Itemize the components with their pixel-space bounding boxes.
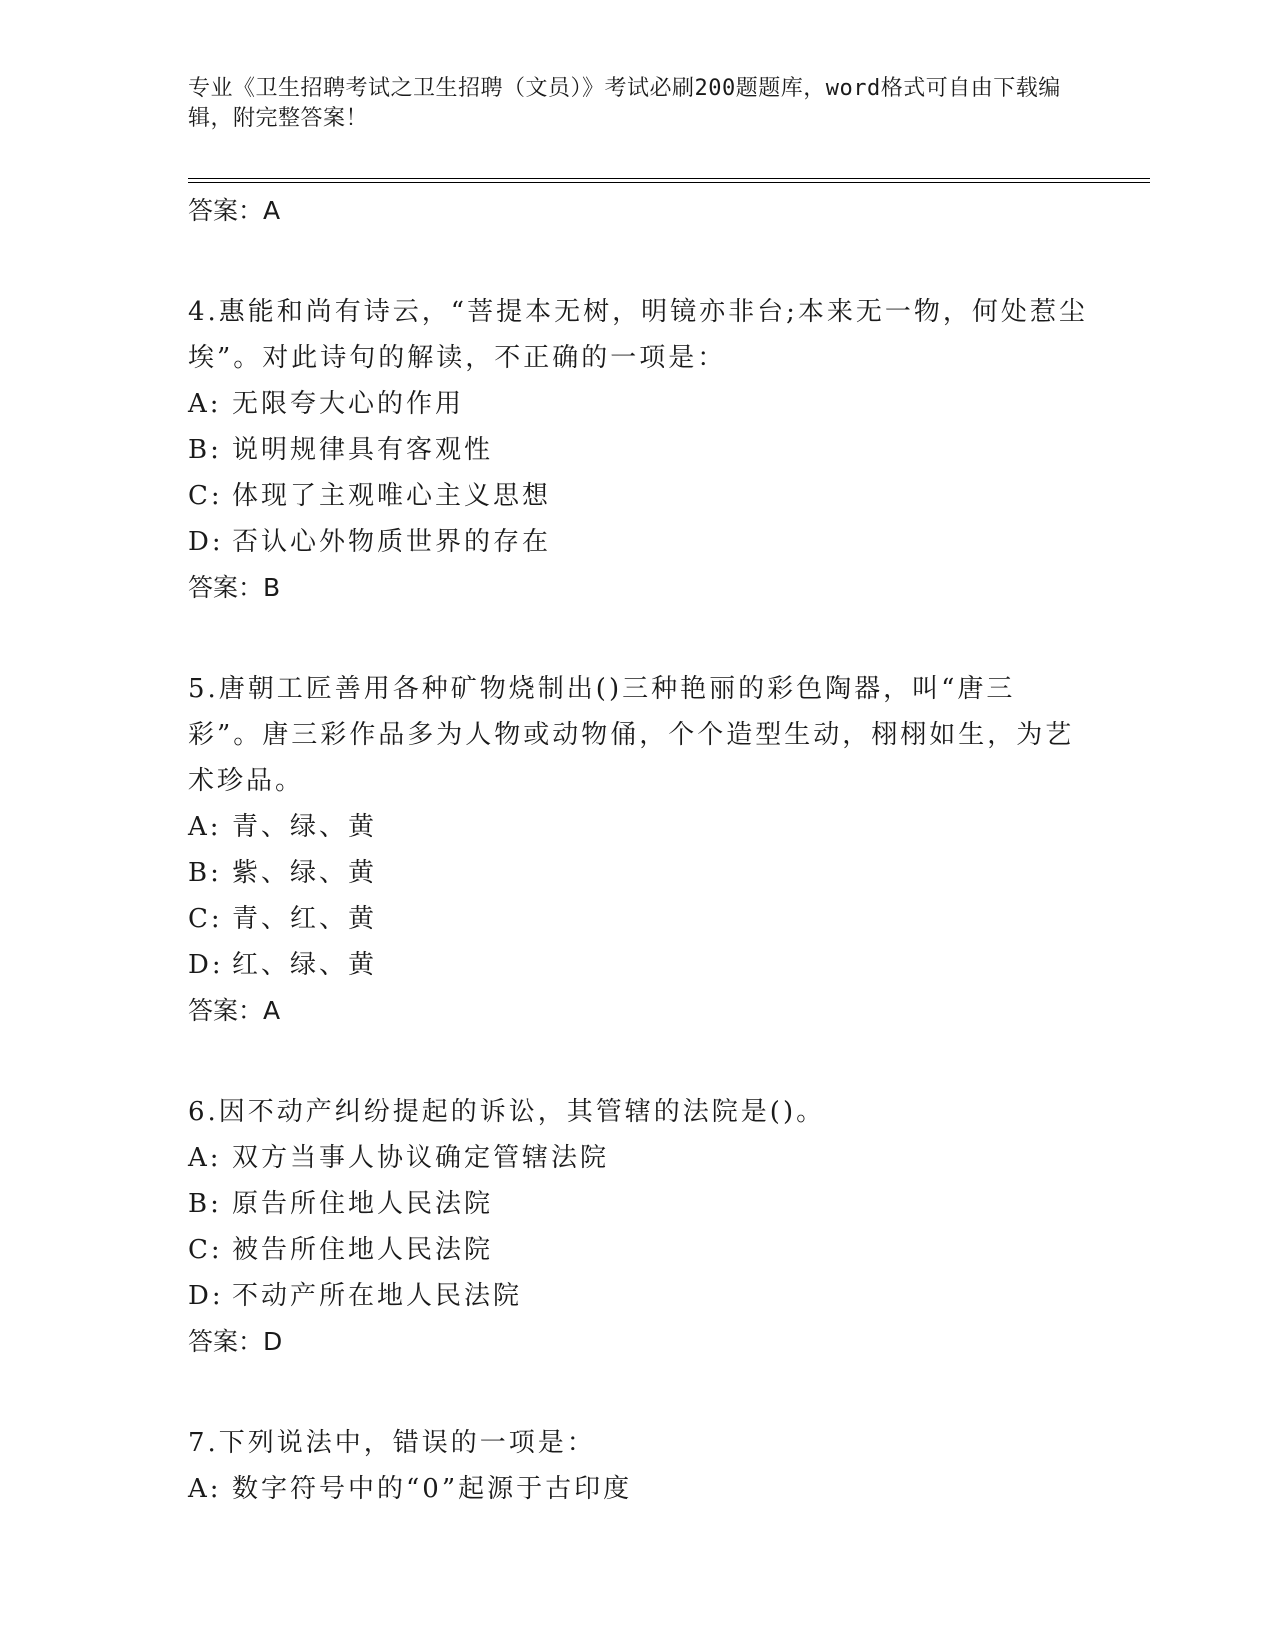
question-6 xyxy=(188,1089,1088,1365)
option-a xyxy=(188,1466,1088,1512)
answer-line: 答案：B xyxy=(188,573,281,602)
option-text: 红、绿、黄 xyxy=(232,950,378,980)
option-letter: A: xyxy=(188,1474,222,1504)
option-text: 否认心外物质世界的存在 xyxy=(232,527,552,557)
option-letter: A: xyxy=(188,389,222,419)
option-a xyxy=(188,804,1088,850)
option-a xyxy=(188,381,1088,427)
question-text: 7.下列说法中，错误的一项是： xyxy=(188,1428,596,1458)
option-letter: D: xyxy=(188,1281,224,1311)
option-letter: D: xyxy=(188,950,224,980)
option-text: 紫、绿、黄 xyxy=(232,858,378,888)
question-4 xyxy=(188,289,1088,611)
question-text: 5.唐朝工匠善用各种矿物烧制出()三种艳丽的彩色陶器，叫“唐三彩”。唐三彩作品多为人物或动物俑，个个造型生动，栩栩如生，为艺术珍品。 xyxy=(188,674,1075,796)
option-b xyxy=(188,850,1088,896)
answer-line: 答案：D xyxy=(188,1327,283,1356)
question-text: 6.因不动产纠纷提起的诉讼，其管辖的法院是()。 xyxy=(188,1097,826,1127)
option-b xyxy=(188,427,1088,473)
question-text: 4.惠能和尚有诗云，“菩提本无树，明镜亦非台;本来无一物，何处惹尘埃”。对此诗句的解读，不正确的一项是： xyxy=(188,297,1088,373)
option-text: 数字符号中的“0”起源于古印度 xyxy=(232,1474,633,1504)
option-letter: A: xyxy=(188,812,222,842)
option-letter: B: xyxy=(188,435,222,465)
option-text: 体现了主观唯心主义思想 xyxy=(232,481,552,511)
option-letter: A: xyxy=(188,1143,222,1173)
answer-line: 答案：A xyxy=(188,196,281,225)
question-5 xyxy=(188,666,1088,1034)
option-d xyxy=(188,942,1088,988)
option-letter: D: xyxy=(188,527,224,557)
option-c xyxy=(188,896,1088,942)
option-letter: C: xyxy=(188,481,223,511)
option-c xyxy=(188,473,1088,519)
option-letter: B: xyxy=(188,858,222,888)
option-d xyxy=(188,1273,1088,1319)
option-text: 青、红、黄 xyxy=(232,904,378,934)
answer-line: 答案：A xyxy=(188,996,281,1025)
option-text: 青、绿、黄 xyxy=(232,812,378,842)
option-text: 被告所住地人民法院 xyxy=(232,1235,494,1265)
option-text: 不动产所在地人民法院 xyxy=(232,1281,523,1311)
option-b xyxy=(188,1181,1088,1227)
option-d xyxy=(188,519,1088,565)
document-body xyxy=(188,188,1088,1512)
option-letter: C: xyxy=(188,904,223,934)
option-text: 双方当事人协议确定管辖法院 xyxy=(232,1143,610,1173)
option-a xyxy=(188,1135,1088,1181)
option-letter: B: xyxy=(188,1189,222,1219)
header-divider-bottom xyxy=(188,182,1150,183)
question-7 xyxy=(188,1420,1088,1512)
option-c xyxy=(188,1227,1088,1273)
option-text: 说明规律具有客观性 xyxy=(232,435,494,465)
header-divider-top xyxy=(188,178,1150,179)
document-header: 专业《卫生招聘考试之卫生招聘（文员）》考试必刷200题题库，word格式可自由下载编辑，附完整答案！ xyxy=(188,76,1061,131)
option-letter: C: xyxy=(188,1235,223,1265)
option-text: 无限夸大心的作用 xyxy=(232,389,465,419)
option-text: 原告所住地人民法院 xyxy=(232,1189,494,1219)
